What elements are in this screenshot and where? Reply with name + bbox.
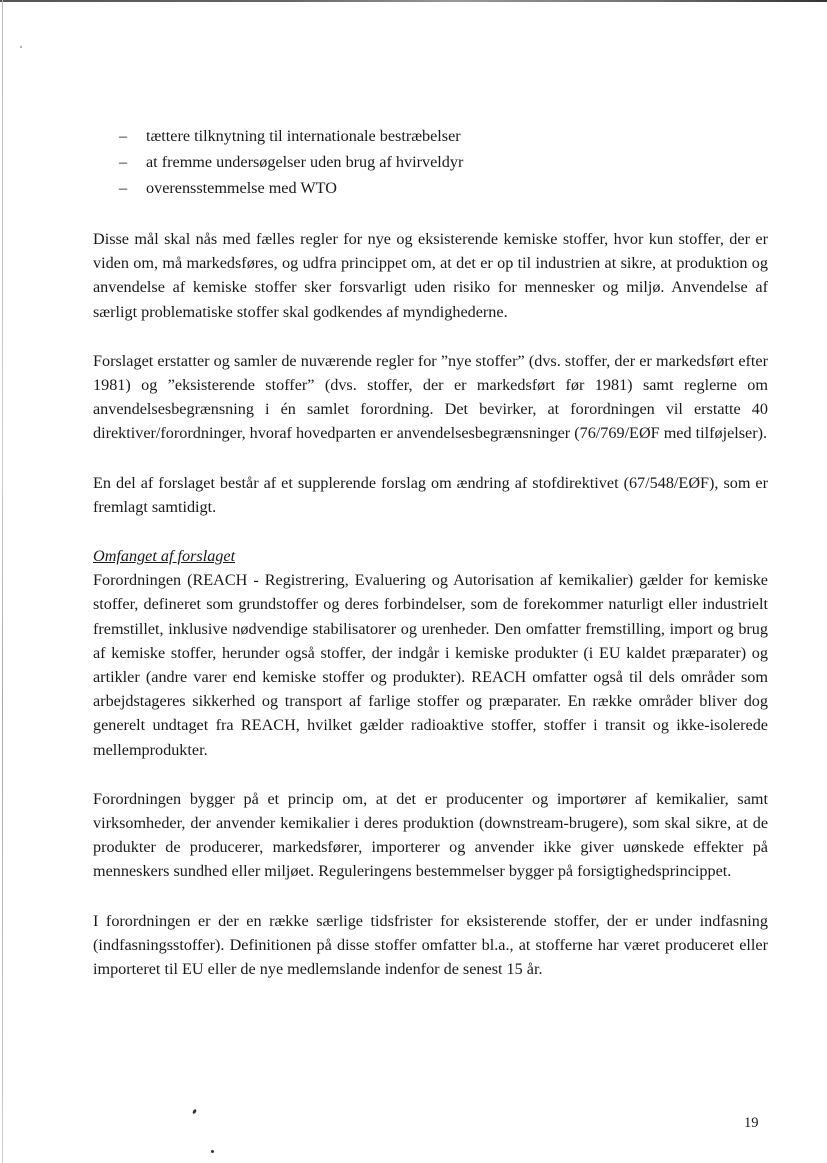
list-item-text: at fremme undersøgelser uden brug af hvirveldyr xyxy=(146,153,464,171)
paragraph-principle: Forordningen bygger på et princip om, at det er producenter og importører af kemikalier, samt virksomheder, der anvender kemikalier i deres produktion (downstream-brugere), som skal sikre, at de produkter de producerer, markedsfører, importerer og anvender ikke giver uønskede effekter på menneskers sundhed eller miljøet. Reguleringens bestemmelser bygger på forsigtighedsprincippet. xyxy=(93,789,768,881)
scan-top-border xyxy=(0,0,827,2)
list-item-text: tættere tilknytning til internationale bestræbelser xyxy=(146,127,461,145)
paragraph-scope: Forordningen (REACH - Registrering, Evaluering og Autorisation af kemikalier) gælder for kemiske stoffer, defineret som grundstoffer og deres forbindelser, som de forekommer naturligt eller industrielt fremstillet, inklusive nødvendige stabilisatorer og urenheder. Den omfatter fremstilling, import og brug af kemiske stoffer, herunder også stoffer, der indgår i kemiske produkter (i EU kaldet præparater) og artikler (andre varer end kemiske stoffer og produkter). REACH omfatter også til dels områder som arbejdstageres sikkerhed og transport af farlige stoffer og præparater. En række områder bliver dog generelt undtaget fra REACH, hvilket gælder radioaktive stoffer, stoffer i transit og ikke-isolerede mellemprodukter. xyxy=(93,571,768,759)
bullet-dash: – xyxy=(119,179,128,197)
paragraph-deadlines: I forordningen er der en række særlige tidsfrister for eksisterende stoffer, der er under indfasning (indfasningsstoffer). Definitionen på disse stoffer omfatter bl.a., at stofferne har været produceret eller importeret til EU eller de nye medlemslande indenfor de senest 15 år. xyxy=(93,911,768,979)
scan-speck xyxy=(211,1150,214,1153)
bullet-dash: – xyxy=(119,153,128,171)
list-item-text: overensstemmelse med WTO xyxy=(146,179,337,197)
paragraph-supplement: En del af forslaget består af et supplerende forslag om ændring af stofdirektivet (67/548/EØF), som er fremlagt samtidigt. xyxy=(93,473,768,516)
section-heading: Omfanget af forslaget xyxy=(93,547,236,566)
list-item xyxy=(93,175,768,201)
paragraph-goals: Disse mål skal nås med fælles regler for nye og eksisterende kemiske stoffer, hvor kun stoffer, der er viden om, må markedsføres, og udfra princippet om, at det er op til industrien at sikre, at produktion og anvendelse af kemiske stoffer sker forsvarligt uden risiko for mennesker og miljø. Anvendelse af særligt problematiske stoffer skal godkendes af myndighederne. xyxy=(93,230,768,321)
objectives-list xyxy=(93,123,768,201)
list-item xyxy=(93,123,768,149)
page-content xyxy=(93,123,768,1006)
scan-speck xyxy=(192,1109,197,1115)
bullet-dash: – xyxy=(119,127,128,145)
scan-speck xyxy=(20,46,22,48)
scan-left-border xyxy=(2,0,3,1163)
list-item xyxy=(93,149,768,175)
page-number: 19 xyxy=(744,1115,759,1131)
paragraph-replacement: Forslaget erstatter og samler de nuværende regler for ”nye stoffer” (dvs. stoffer, der er markedsført efter 1981) og ”eksisterende stoffer” (dvs. stoffer, der er markedsført før 1981) samt reglerne om anvendelsesbegrænsning i én samlet forordning. Det bevirker, at forordningen vil erstatte 40 direktiver/forordninger, hvoraf hovedparten er anvendelsesbegrænsninger (76/769/EØF med tilføjelser). xyxy=(93,351,768,443)
